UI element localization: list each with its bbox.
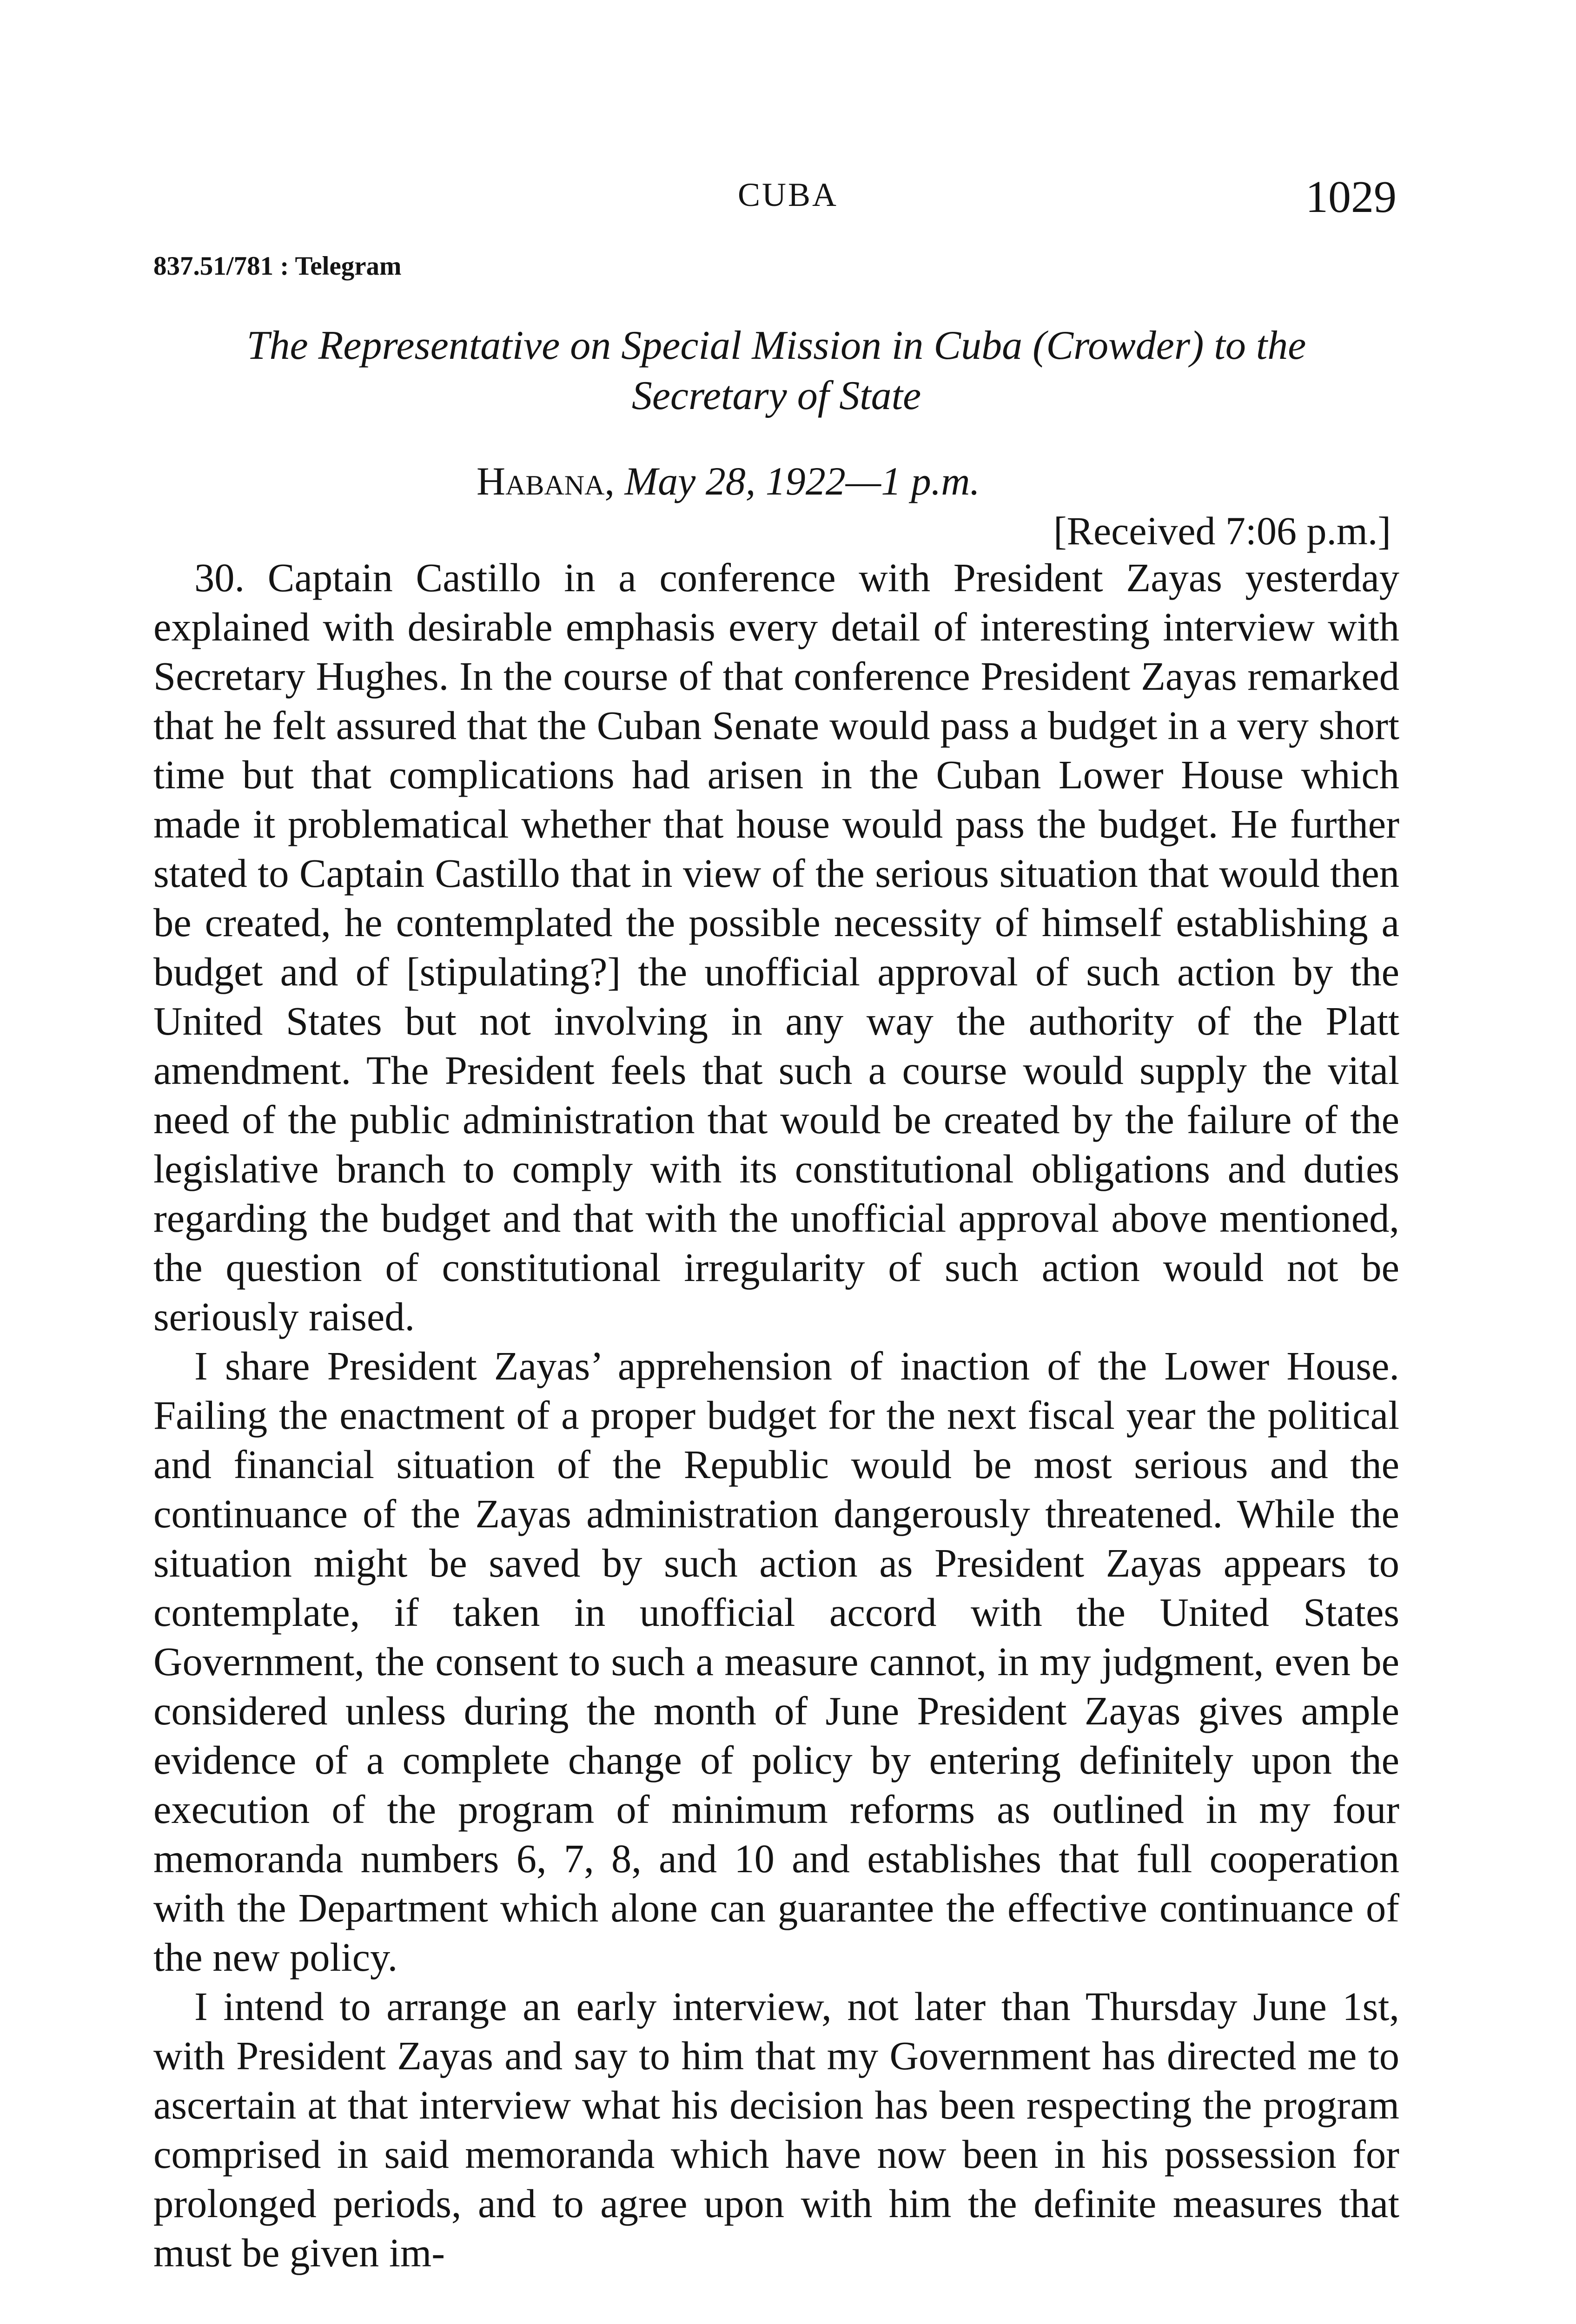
- telegram-body: [153, 553, 1399, 2278]
- document-title-line-1: The Representative on Special Mission in Cuba (Crowder) to the: [246, 323, 1306, 368]
- body-paragraph-2: I share President Zayas’ apprehension of inaction of the Lower House. Failing the enactment of a proper budget for the next fiscal year the political and financial situation of the Republic would be most serious and the continuance of the Zayas administration dangerously threatened. While the situation might be saved by such action as President Zayas appears to contemplate, if taken in unofficial accord with the United States Government, the consent to such a measure cannot, in my judgment, even be considered unless during the month of June President Zayas gives ample evidence of a complete change of policy by entering definitely upon the execution of the program of minimum reforms as outlined in my four memoranda numbers 6, 7, 8, and 10 and establishes that full cooperation with the Department which alone can guarantee the effective continuance of the new policy.: [153, 1344, 1399, 1980]
- body-paragraph-1: 30. Captain Castillo in a conference with President Zayas yesterday explained with desirable emphasis every detail of interesting interview with Secretary Hughes. In the course of that conference President Zayas remarked that he felt assured that the Cuban Senate would pass a budget in a very short time but that complications had arisen in the Cuban Lower House which made it problematical whether that house would pass the budget. He further stated to Captain Castillo that in view of the serious situation that would then be created, he contemplated the possible necessity of himself establishing a budget and of [stipulating?] the unofficial approval of such action by the United States but not involving in any way the authority of the Platt amendment. The President feels that such a course would supply the vital need of the public administration that would be created by the failure of the legislative branch to comply with its constitutional obligations and duties regarding the budget and that with the unofficial approval above mentioned, the question of constitutional irregularity of such action would not be seriously raised.: [153, 555, 1399, 1339]
- dateline-date: May 28, 1922—1 p.m.: [624, 459, 980, 503]
- body-paragraph-3: I intend to arrange an early interview, not later than Thursday June 1st, with President Zayas and say to him that my Government has directed me to ascertain at that interview what his decision has been respecting the program comprised in said memoranda which have now been in his possession for prolonged periods, and to agree upon with him the definite measures that must be given im-: [153, 1984, 1399, 2275]
- page-number: 1029: [1305, 172, 1397, 222]
- received-note: [Received 7:06 p.m.]: [1053, 508, 1391, 553]
- document-title-line-2: Secretary of State: [631, 373, 921, 418]
- running-head: CUBA: [737, 176, 839, 213]
- file-reference: 837.51/781 : Telegram: [153, 251, 402, 281]
- document-title: [153, 321, 1399, 421]
- dateline: [477, 458, 980, 504]
- dateline-place: Habana,: [477, 459, 615, 503]
